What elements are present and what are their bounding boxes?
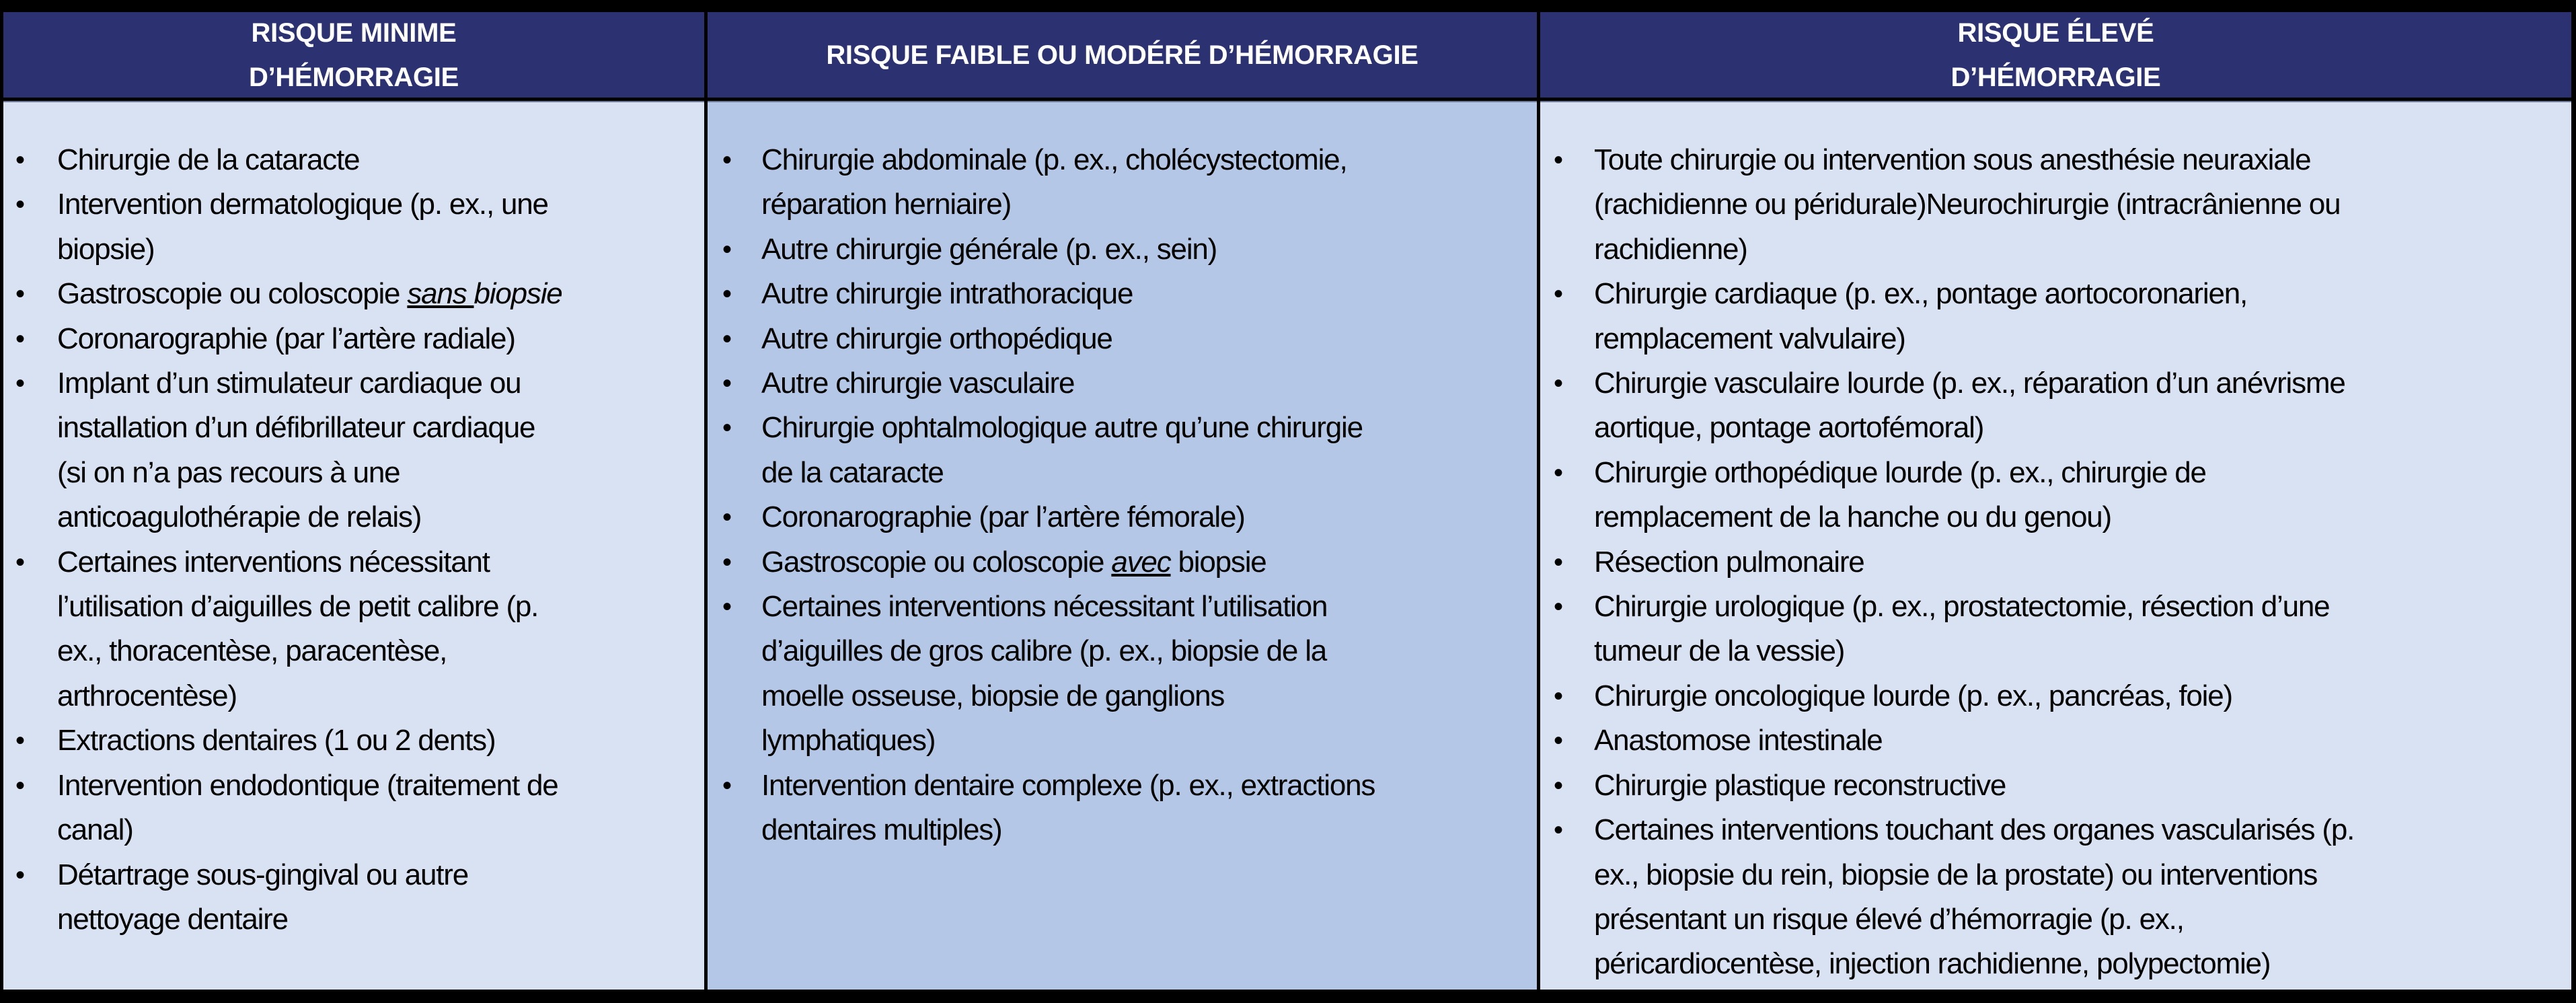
- bullet-icon: •: [1554, 592, 1562, 622]
- item-text: remplacement de la hanche ou du genou): [1594, 500, 2111, 534]
- item-text: Chirurgie de la cataracte: [57, 143, 360, 176]
- bullet-icon: •: [1554, 726, 1562, 756]
- list-item: [3, 272, 704, 316]
- list-item: [708, 540, 1537, 585]
- bullet-icon: •: [15, 770, 24, 801]
- list-item: [3, 361, 704, 540]
- column-body-minimal-risk: [3, 101, 704, 990]
- item-text: Chirurgie ophtalmologique autre qu’une chirurgie: [761, 411, 1363, 445]
- list-item: [1540, 808, 2571, 987]
- item-text: Extractions dentaires (1 ou 2 dents): [57, 724, 496, 757]
- list-item: [1540, 451, 2571, 540]
- bullet-icon: •: [1554, 457, 1562, 488]
- list-item: [3, 853, 704, 942]
- bullet-icon: •: [722, 145, 731, 175]
- item-text: biopsie): [57, 232, 155, 266]
- bullet-icon: •: [722, 547, 731, 577]
- list-item: [708, 227, 1537, 272]
- bullet-icon: •: [722, 369, 731, 399]
- list-item: [3, 182, 704, 272]
- item-text: installation d’un défibrillateur cardiaque: [57, 411, 535, 445]
- item-text: Coronarographie (par l’artère fémorale): [761, 500, 1245, 534]
- item-text: Certaines interventions touchant des organes vascularisés (p.: [1594, 813, 2355, 847]
- bullet-icon: •: [15, 860, 24, 890]
- list-item: [3, 138, 704, 182]
- list-item: [1540, 361, 2571, 451]
- item-text: ex., biopsie du rein, biopsie de la prostate) ou interventions: [1594, 858, 2318, 891]
- item-text: moelle osseuse, biopsie de ganglions: [761, 679, 1225, 712]
- item-text: dentaires multiples): [761, 813, 1002, 847]
- list-item: [1540, 718, 2571, 763]
- list-item: [708, 585, 1537, 764]
- item-text: tumeur de la vessie): [1594, 634, 1845, 668]
- procedure-list: [3, 138, 704, 942]
- item-text: aortique, pontage aortofémoral): [1594, 411, 1984, 445]
- bullet-icon: •: [722, 324, 731, 354]
- list-item: [3, 764, 704, 853]
- procedure-list: [708, 138, 1537, 853]
- item-text: Résection pulmonaire: [1594, 545, 1864, 579]
- bullet-icon: •: [1554, 279, 1562, 309]
- item-text: Chirurgie orthopédique lourde (p. ex., chirurgie de: [1594, 455, 2206, 489]
- list-item: [708, 361, 1537, 406]
- column-minimal-risk: [3, 12, 704, 990]
- item-text: de la cataracte: [761, 455, 944, 489]
- bullet-icon: •: [722, 279, 731, 309]
- procedure-list: [1540, 138, 2571, 987]
- header-line: RISQUE ÉLEVÉ: [1957, 17, 2154, 48]
- item-text: Autre chirurgie vasculaire: [761, 367, 1075, 400]
- item-text: Toute chirurgie ou intervention sous anesthésie neuraxiale: [1594, 143, 2311, 176]
- column-low-moderate-risk: [708, 12, 1537, 990]
- item-text: nettoyage dentaire: [57, 902, 288, 936]
- item-text: réparation herniaire): [761, 188, 1012, 221]
- bullet-icon: •: [722, 592, 731, 622]
- bullet-icon: •: [15, 369, 24, 399]
- list-item: [708, 317, 1537, 361]
- item-text: lymphatiques): [761, 724, 936, 757]
- item-text: Implant d’un stimulateur cardiaque ou: [57, 367, 521, 400]
- column-high-risk: [1540, 12, 2571, 990]
- bullet-icon: •: [1554, 369, 1562, 399]
- bullet-icon: •: [15, 279, 24, 309]
- list-item: [1540, 674, 2571, 718]
- item-text: Anastomose intestinale: [1594, 724, 1883, 757]
- bullet-icon: •: [15, 726, 24, 756]
- list-item: [708, 138, 1537, 227]
- bullet-icon: •: [722, 503, 731, 533]
- list-item: [1540, 764, 2571, 808]
- list-item: [3, 540, 704, 719]
- column-body-low-moderate-risk: [708, 101, 1537, 990]
- item-text: Autre chirurgie orthopédique: [761, 322, 1112, 355]
- item-text: Chirurgie cardiaque (p. ex., pontage aortocoronarien,: [1594, 277, 2248, 311]
- item-text: d’aiguilles de gros calibre (p. ex., biopsie de la: [761, 634, 1327, 668]
- item-text: Certaines interventions nécessitant: [57, 545, 490, 579]
- bullet-icon: •: [722, 234, 731, 264]
- bullet-icon: •: [1554, 145, 1562, 175]
- item-text: canal): [57, 813, 133, 847]
- list-item: [1540, 540, 2571, 585]
- bullet-icon: •: [15, 145, 24, 175]
- list-item: [3, 317, 704, 361]
- header-line: RISQUE FAIBLE OU MODÉRÉ D’HÉMORRAGIE: [826, 40, 1418, 70]
- item-text: [57, 272, 704, 316]
- item-text: Autre chirurgie intrathoracique: [761, 277, 1133, 311]
- item-text: Détartrage sous-gingival ou autre: [57, 858, 468, 891]
- bullet-icon: •: [1554, 681, 1562, 711]
- list-item: [708, 495, 1537, 540]
- emphasis: biopsie: [473, 277, 562, 311]
- list-item: [708, 406, 1537, 495]
- item-text: présentant un risque élevé d’hémorragie (p. ex.,: [1594, 902, 2184, 936]
- item-text: Intervention endodontique (traitement de: [57, 768, 558, 802]
- item-text: Chirurgie vasculaire lourde (p. ex., réparation d’un anévrisme: [1594, 367, 2345, 400]
- item-text: rachidienne): [1594, 232, 1747, 266]
- item-text: anticoagulothérapie de relais): [57, 500, 422, 534]
- emphasis-underlined: sans: [407, 277, 474, 311]
- bleeding-risk-table: [3, 12, 2571, 990]
- list-item: [708, 764, 1537, 853]
- list-item: [1540, 585, 2571, 674]
- item-text: péricardiocentèse, injection rachidienne, polypectomie): [1594, 947, 2271, 981]
- column-header-minimal-risk: [3, 12, 704, 98]
- bullet-icon: •: [15, 324, 24, 354]
- column-header-high-risk: [1540, 12, 2571, 98]
- item-text: arthrocentèse): [57, 679, 237, 712]
- bullet-icon: •: [722, 413, 731, 443]
- item-text: Chirurgie plastique reconstructive: [1594, 768, 2006, 802]
- list-item: [708, 272, 1537, 316]
- item-text-plain: biopsie: [1170, 545, 1266, 579]
- item-text: ex., thoracentèse, paracentèse,: [57, 634, 447, 668]
- item-text: Coronarographie (par l’artère radiale): [57, 322, 515, 355]
- list-item: [3, 718, 704, 763]
- item-text: Chirurgie oncologique lourde (p. ex., pancréas, foie): [1594, 679, 2232, 712]
- item-text: [761, 540, 1537, 585]
- item-text: l’utilisation d’aiguilles de petit calibre (p.: [57, 590, 539, 624]
- item-text: Intervention dermatologique (p. ex., une: [57, 188, 548, 221]
- bullet-icon: •: [1554, 815, 1562, 846]
- item-text: Chirurgie abdominale (p. ex., cholécystectomie,: [761, 143, 1347, 176]
- bullet-icon: •: [1554, 547, 1562, 577]
- header-line: D’HÉMORRAGIE: [249, 62, 459, 92]
- list-item: [1540, 272, 2571, 361]
- bullet-icon: •: [15, 547, 24, 577]
- item-text: (si on n’a pas recours à une: [57, 455, 400, 489]
- column-body-high-risk: [1540, 101, 2571, 990]
- bullet-icon: •: [1554, 770, 1562, 801]
- item-text: Autre chirurgie générale (p. ex., sein): [761, 232, 1217, 266]
- item-text: Certaines interventions nécessitant l’utilisation: [761, 590, 1328, 624]
- header-line: D’HÉMORRAGIE: [1950, 62, 2161, 92]
- item-text: (rachidienne ou péridurale)Neurochirurgie (intracrânienne ou: [1594, 188, 2341, 221]
- list-item: [1540, 138, 2571, 272]
- item-text-plain: Gastroscopie ou coloscopie: [761, 545, 1112, 579]
- column-header-low-moderate-risk: [708, 12, 1537, 98]
- item-text-plain: Gastroscopie ou coloscopie: [57, 277, 408, 311]
- item-text: Intervention dentaire complexe (p. ex., extractions: [761, 768, 1375, 802]
- emphasis-underlined: avec: [1111, 545, 1171, 579]
- bullet-icon: •: [15, 190, 24, 220]
- item-text: Chirurgie urologique (p. ex., prostatectomie, résection d’une: [1594, 590, 2330, 624]
- bullet-icon: •: [722, 770, 731, 801]
- item-text: remplacement valvulaire): [1594, 322, 1905, 355]
- header-line: RISQUE MINIME: [251, 17, 457, 48]
